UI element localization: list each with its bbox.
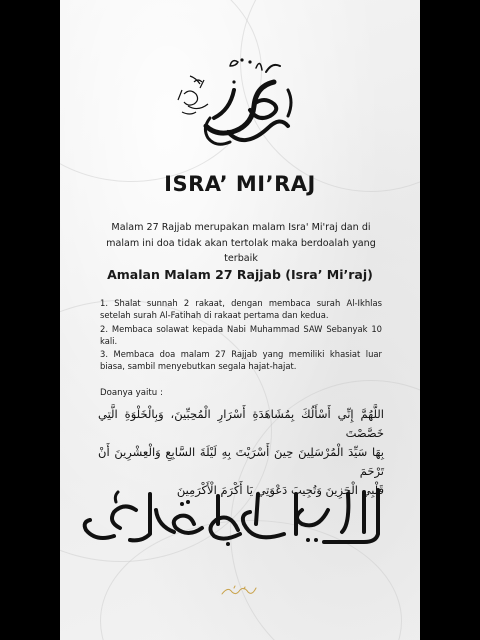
poster [60, 0, 420, 640]
salawat-calligraphy [78, 480, 402, 550]
muhammad-calligraphy [170, 52, 310, 162]
step-item: 3. Membaca doa malam 27 Rajjab yang memiliki khasiat luar biasa, sambil menyebutkan segala hajat-hajat. [100, 349, 382, 372]
doa-label: Doanya yaitu : [100, 388, 163, 398]
steps-list [100, 297, 382, 374]
arabic-line: قَلْبِي الْحَزِينَ وَتُجِيبَ دَعْوَتِي يَا أَكْرَمَ الْأَكْرَمِينَ [176, 483, 384, 497]
arabic-line: بِهَا سَيِّدَ الْمُرْسَلِينَ حِينَ أَسْرَيْتَ بِهِ لَيْلَةَ السَّابِعِ وَالْعِشْرِينَ أَنْ تَرْحَمَ [98, 445, 384, 478]
page-title: ISRA’ MI’RAJ [164, 172, 316, 196]
artist-signature [220, 584, 260, 598]
intro-text: Malam 27 Rajjab merupakan malam Isra' Mi'raj dan di malam ini doa tidak akan tertolak maka berdoalah yang terbaik [106, 222, 376, 264]
step-item: 2. Membaca solawat kepada Nabi Muhammad SAW Sebanyak 10 kali. [100, 323, 382, 346]
arabic-line: اللَّهُمَّ إِنِّي أَسْأَلُكَ بِمُشَاهَدَةِ أَسْرَارِ الْمُحِبِّينَ، وَبِالْخَلْوَةِ الَّتِي خَصَّصْتَ [98, 407, 384, 440]
section-heading: Amalan Malam 27 Rajjab (Isra’ Mi’raj) [107, 267, 373, 282]
step-item: 1. Shalat sunnah 2 rakaat, dengan membaca surah Al-Ikhlas setelah surah Al-Fatihah di rakaat pertama dan kedua. [100, 298, 382, 321]
